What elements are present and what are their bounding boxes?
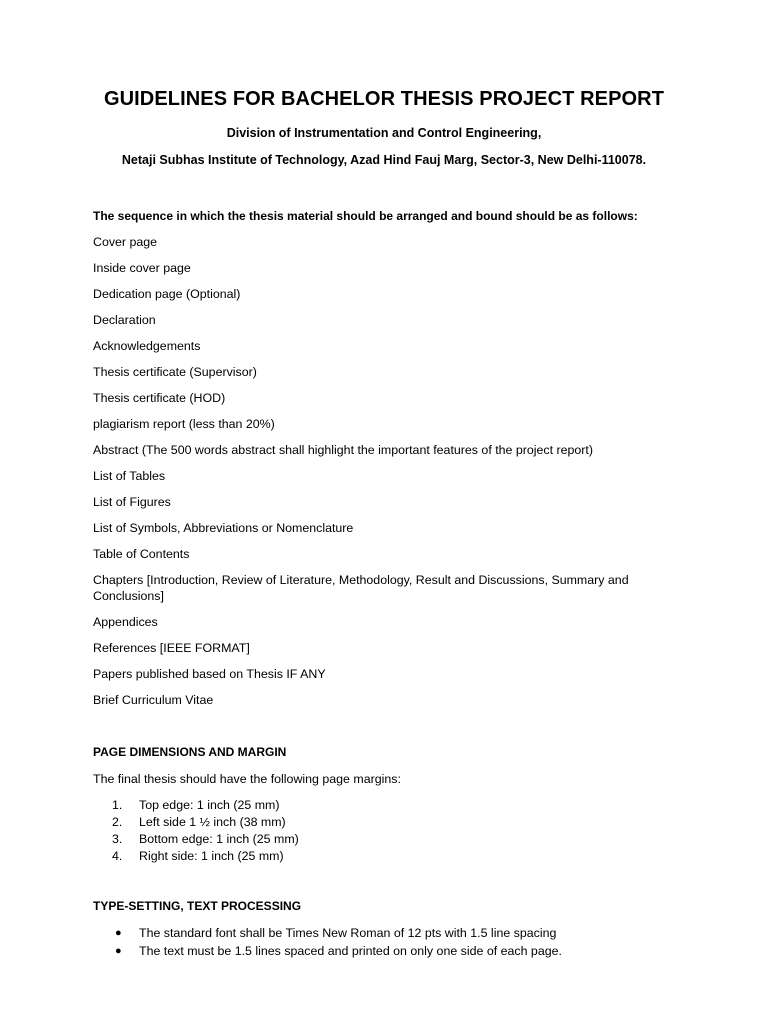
list-item-text: The text must be 1.5 lines spaced and printed on only one side of each page.	[139, 944, 562, 958]
list-item-text: Left side 1 ½ inch (38 mm)	[139, 815, 286, 829]
list-item: Appendices	[93, 615, 158, 629]
list-item: Thesis certificate (HOD)	[93, 391, 226, 405]
list-number: 1.	[112, 798, 123, 812]
list-item	[112, 814, 299, 831]
list-item: List of Symbols, Abbreviations or Nomenclature	[93, 521, 354, 535]
list-item: Thesis certificate (Supervisor)	[93, 365, 257, 379]
list-number: 4.	[112, 849, 123, 863]
list-item	[112, 848, 299, 865]
list-item: Dedication page (Optional)	[93, 287, 241, 301]
list-item	[115, 924, 562, 942]
list-item-text: Top edge: 1 inch (25 mm)	[139, 798, 280, 812]
list-item: Papers published based on Thesis IF ANY	[93, 667, 326, 681]
list-item: Abstract (The 500 words abstract shall highlight the important features of the project report)	[93, 443, 594, 457]
list-item: Brief Curriculum Vitae	[93, 693, 214, 707]
list-item	[112, 831, 299, 848]
list-item: Inside cover page	[93, 261, 191, 275]
list-item: References [IEEE FORMAT]	[93, 641, 250, 655]
list-item: Cover page	[93, 235, 158, 249]
list-number: 2.	[112, 815, 123, 829]
list-item: List of Tables	[93, 469, 166, 483]
document-title: GUIDELINES FOR BACHELOR THESIS PROJECT REPORT	[103, 88, 665, 110]
list-item: Chapters [Introduction, Review of Literature, Methodology, Result and Discussions, Summary and Conclusions]	[93, 573, 629, 603]
list-item: Acknowledgements	[93, 339, 201, 353]
list-item: Table of Contents	[93, 547, 190, 561]
sequence-intro: The sequence in which the thesis material should be arranged and bound should be as follows:	[93, 209, 638, 223]
list-item-text: Right side: 1 inch (25 mm)	[139, 849, 284, 863]
sequence-list	[93, 234, 673, 718]
list-number: 3.	[112, 832, 123, 846]
section-heading-type-setting: TYPE-SETTING, TEXT PROCESSING	[93, 899, 302, 913]
list-item: List of Figures	[93, 495, 171, 509]
type-setting-list	[115, 924, 562, 960]
list-item-text: The standard font shall be Times New Roman of 12 pts with 1.5 line spacing	[139, 926, 557, 940]
margins-paragraph: The final thesis should have the following page margins:	[93, 772, 401, 786]
list-item: plagiarism report (less than 20%)	[93, 417, 275, 431]
institute-line: Netaji Subhas Institute of Technology, Azad Hind Fauj Marg, Sector-3, New Delhi-110078.	[121, 153, 647, 167]
section-heading-page-dimensions: PAGE DIMENSIONS AND MARGIN	[93, 745, 287, 759]
list-item	[112, 797, 299, 814]
list-item: Declaration	[93, 313, 156, 327]
list-item-text: Bottom edge: 1 inch (25 mm)	[139, 832, 299, 846]
bullet-icon: ●	[115, 945, 122, 957]
list-item	[115, 942, 562, 960]
bullet-icon: ●	[115, 927, 122, 939]
margins-list	[112, 797, 299, 865]
department-line: Division of Instrumentation and Control Engineering,	[226, 126, 542, 140]
